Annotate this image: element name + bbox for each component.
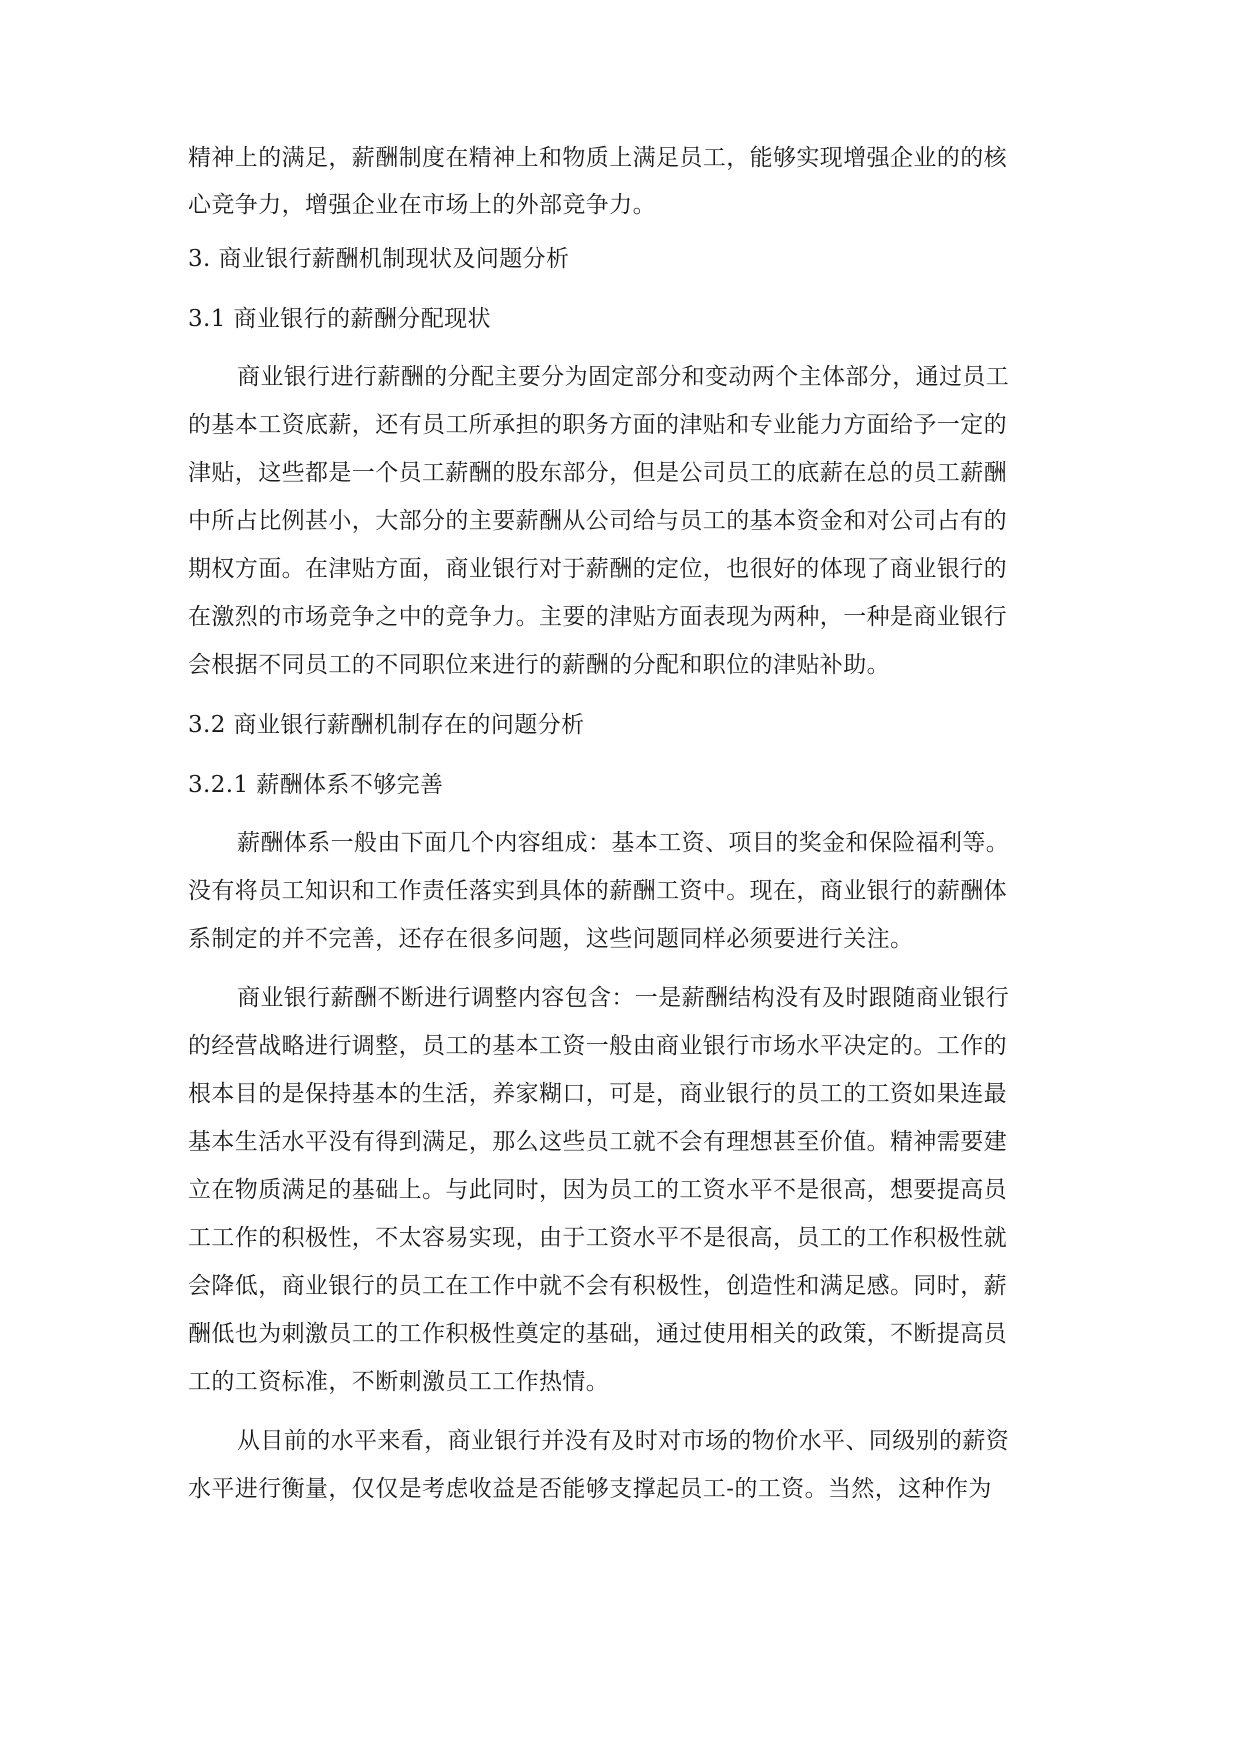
paragraph-line: 酬低也为刺激员工的工作积极性奠定的基础，通过使用相关的政策，不断提高员 xyxy=(188,1321,1007,1347)
paragraph-line: 薪酬体系一般由下面几个内容组成：基本工资、项目的奖金和保险福利等。 xyxy=(237,830,1010,856)
paragraph-line: 津贴，这些都是一个员工薪酬的股东部分，但是公司员工的底薪在总的员工薪酬 xyxy=(188,460,1007,486)
paragraph-line: 精神上的满足，薪酬制度在精神上和物质上满足员工，能够实现增强企业的的核 xyxy=(188,145,1007,171)
paragraph-line: 没有将员工知识和工作责任落实到具体的薪酬工资中。现在，商业银行的薪酬体 xyxy=(188,878,1007,904)
paragraph-line: 会降低，商业银行的员工在工作中就不会有积极性，创造性和满足感。同时，薪 xyxy=(188,1273,1007,1299)
paragraph-line: 的经营战略进行调整，员工的基本工资一般由商业银行市场水平决定的。工作的 xyxy=(188,1033,1007,1059)
paragraph-line: 会根据不同员工的不同职位来进行的薪酬的分配和职位的津贴补助。 xyxy=(188,652,890,678)
paragraph-line: 的基本工资底薪，还有员工所承担的职务方面的津贴和专业能力方面给予一定的 xyxy=(188,412,1007,438)
subsubsection-heading: 3.2.1 薪酬体系不够完善 xyxy=(188,772,444,798)
paragraph-line: 水平进行衡量，仅仅是考虑收益是否能够支撑起员工-的工资。当然，这种作为 xyxy=(188,1476,992,1502)
paragraph-line: 工工作的积极性，不太容易实现，由于工资水平不是很高，员工的工作积极性就 xyxy=(188,1225,1007,1251)
paragraph-line: 立在物质满足的基础上。与此同时，因为员工的工资水平不是很高，想要提高员 xyxy=(188,1177,1007,1203)
section-heading: 3. 商业银行薪酬机制现状及问题分析 xyxy=(188,246,570,272)
paragraph-line: 商业银行进行薪酬的分配主要分为固定部分和变动两个主体部分，通过员工 xyxy=(237,364,1010,390)
paragraph-line: 在激烈的市场竞争之中的竞争力。主要的津贴方面表现为两种，一种是商业银行 xyxy=(188,604,1007,630)
subsection-heading: 3.1 商业银行的薪酬分配现状 xyxy=(188,306,491,332)
paragraph-line: 期权方面。在津贴方面，商业银行对于薪酬的定位，也很好的体现了商业银行的 xyxy=(188,556,1007,582)
paragraph-line: 工的工资标准，不断刺激员工工作热情。 xyxy=(188,1369,610,1395)
subsection-heading: 3.2 商业银行薪酬机制存在的问题分析 xyxy=(188,712,585,738)
paragraph-line: 根本目的是保持基本的生活，养家糊口，可是，商业银行的员工的工资如果连最 xyxy=(188,1081,1007,1107)
paragraph-line: 中所占比例甚小，大部分的主要薪酬从公司给与员工的基本资金和对公司占有的 xyxy=(188,508,1007,534)
paragraph-line: 商业银行薪酬不断进行调整内容包含：一是薪酬结构没有及时跟随商业银行 xyxy=(237,985,1010,1011)
paragraph-line: 心竞争力，增强企业在市场上的外部竞争力。 xyxy=(188,192,656,218)
paragraph-line: 系制定的并不完善，还存在很多问题，这些问题同样必须要进行关注。 xyxy=(188,926,914,952)
paragraph-line: 从目前的水平来看，商业银行并没有及时对市场的物价水平、同级别的薪资 xyxy=(237,1428,1010,1454)
paragraph-line: 基本生活水平没有得到满足，那么这些员工就不会有理想甚至价值。精神需要建 xyxy=(188,1129,1007,1155)
